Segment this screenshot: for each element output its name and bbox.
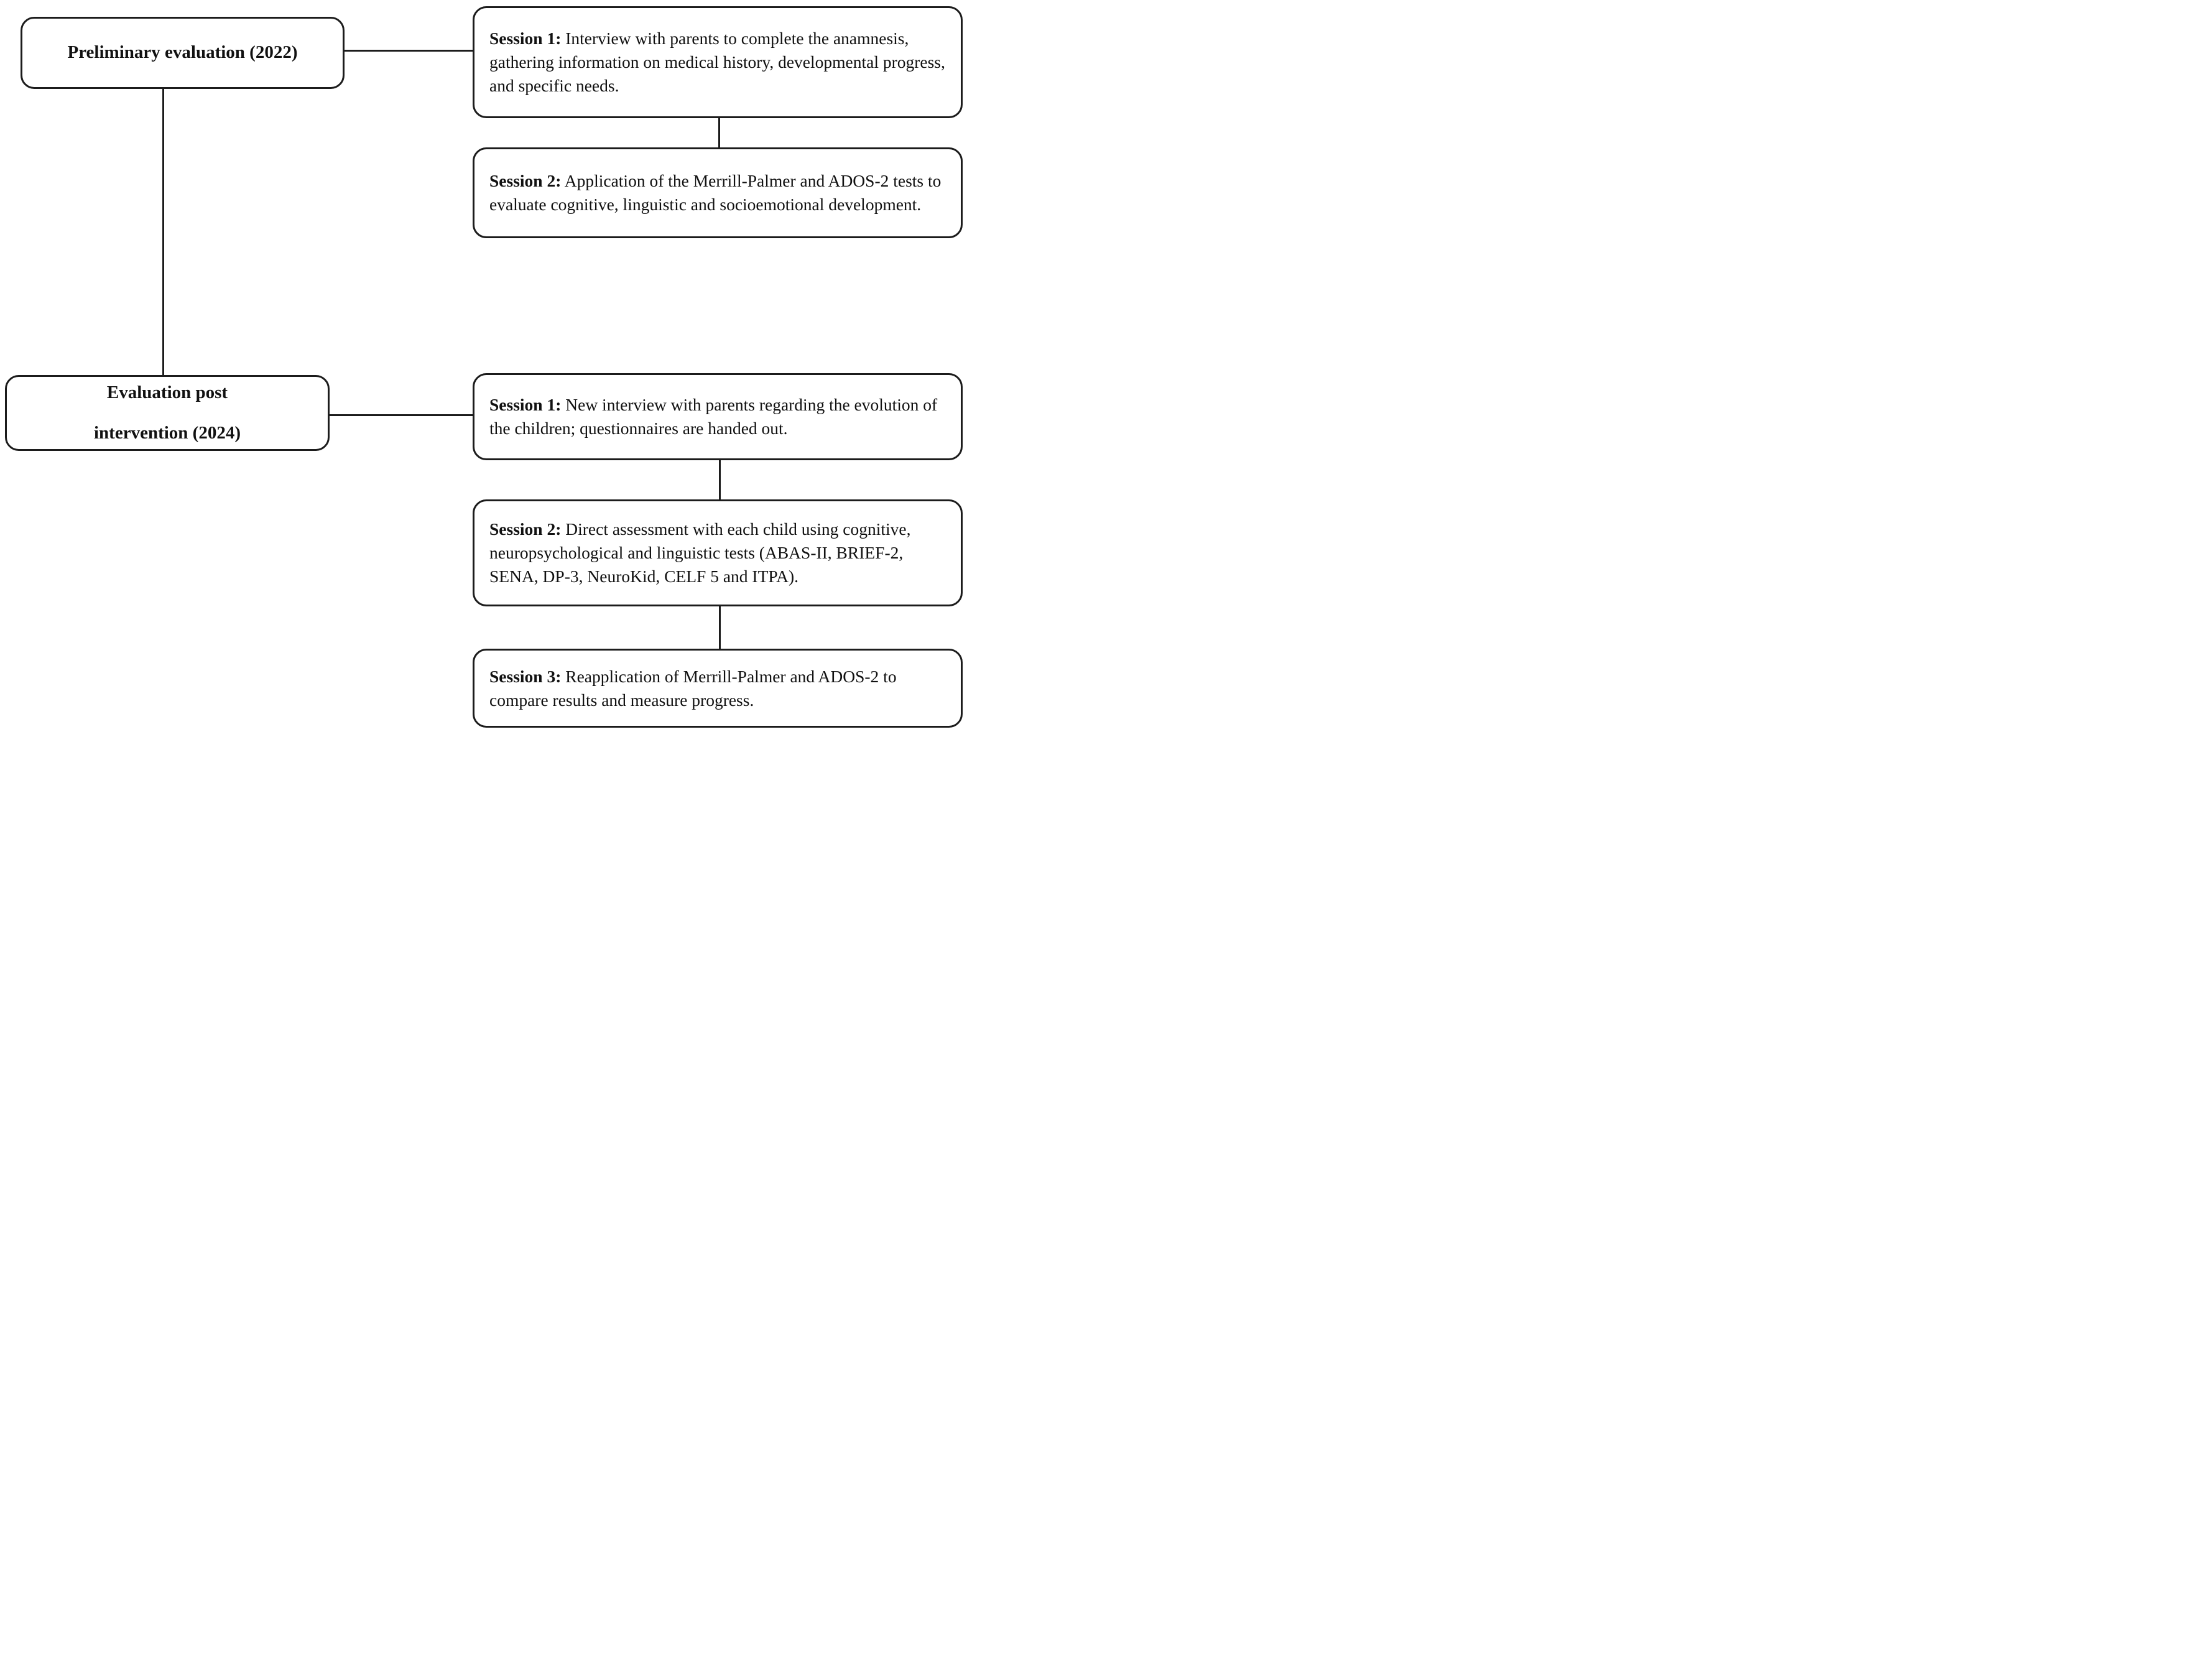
session-title: Session 2: xyxy=(489,519,562,539)
session-title: Session 1: xyxy=(489,29,562,49)
session-box-phase1-session1 xyxy=(473,6,963,118)
session-description: New interview with parents regarding the evolution of the children; questionnaires are handed out. xyxy=(489,395,938,438)
phase-label-line1: Evaluation post xyxy=(106,382,228,402)
session-box-phase2-session2 xyxy=(473,499,963,606)
connector-line-phase1-session1 xyxy=(345,50,473,52)
connector-line-phase1-s1-s2 xyxy=(718,118,720,147)
session-description: Interview with parents to complete the anamnesis, gathering information on medical history, developmental progress, and specific needs. xyxy=(489,29,945,95)
session-description: Application of the Merrill-Palmer and ADOS-2 tests to evaluate cognitive, linguistic and socioemotional development. xyxy=(489,171,942,214)
session-description: Reapplication of Merrill-Palmer and ADOS-2 to compare results and measure progress. xyxy=(489,666,897,710)
connector-line-phase2-s1-s2 xyxy=(719,460,721,499)
session-box-phase2-session3 xyxy=(473,649,963,728)
connector-line-phase1-phase2 xyxy=(162,89,164,375)
session-box-phase1-session2 xyxy=(473,147,963,238)
session-box-phase2-session1 xyxy=(473,373,963,460)
session-title: Session 1: xyxy=(489,395,562,415)
session-text xyxy=(474,18,961,106)
phase-label: Preliminary evaluation (2022) xyxy=(67,42,298,63)
connector-line-phase2-session1 xyxy=(330,414,473,416)
session-description: Direct assessment with each child using cognitive, neuropsychological and linguistic tests (ABAS-II, BRIEF-2, SENA, DP-3, NeuroKid, CELF 5 and ITPA). xyxy=(489,519,911,586)
connector-line-phase2-s2-s3 xyxy=(719,606,721,649)
flowchart-canvas xyxy=(0,0,975,740)
session-title: Session 2: xyxy=(489,171,562,191)
session-title: Session 3: xyxy=(489,666,562,686)
session-text xyxy=(474,384,961,449)
session-text xyxy=(474,509,961,597)
phase-label-line2: intervention (2024) xyxy=(94,423,241,443)
session-text xyxy=(474,656,961,721)
phase-box-evaluation-post-intervention xyxy=(5,375,330,451)
phase-box-preliminary-evaluation xyxy=(21,17,345,89)
session-text xyxy=(474,160,961,225)
